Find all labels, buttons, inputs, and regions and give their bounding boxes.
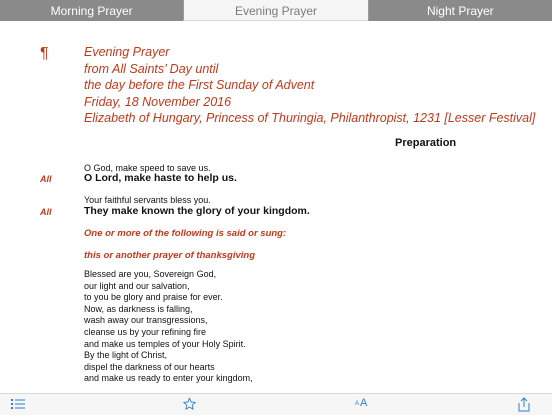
bottom-toolbar (0, 393, 552, 415)
prayer-line: dispel the darkness of our hearts (84, 361, 215, 372)
header-line: Friday, 18 November 2016 (84, 94, 232, 109)
tab-night-prayer[interactable]: Night Prayer (368, 0, 552, 21)
response: O Lord, make haste to help us. (84, 172, 237, 184)
rubric: One or more of the following is said or sung: (84, 228, 287, 239)
list-icon[interactable] (11, 397, 25, 411)
font-size-icon[interactable]: A A (355, 397, 368, 409)
service-text[interactable] (0, 21, 552, 393)
prayer-line: and make us temples of your Holy Spirit. (84, 338, 246, 349)
tab-morning-prayer[interactable]: Morning Prayer (0, 0, 183, 21)
prayer-line: Now, as darkness is falling, (84, 303, 193, 314)
header-line: Elizabeth of Hungary, Princess of Thuringia, Philanthropist, 1231 [Lesser Festival] (84, 111, 536, 125)
versicle: Your faithful servants bless you. (84, 195, 211, 205)
pilcrow-marker: ¶ (40, 45, 49, 62)
font-size-label: A (360, 397, 368, 409)
prayer-line: our light and our salvation, (84, 280, 190, 291)
header-line: from All Saints’ Day until (84, 61, 219, 76)
service-header (84, 44, 535, 127)
header-line: the day before the First Sunday of Advent (84, 78, 315, 92)
section-title: Preparation (395, 137, 457, 149)
prayer-line: to you be glory and praise for ever. (84, 292, 223, 303)
all-label: All (40, 207, 52, 217)
share-icon[interactable] (517, 397, 531, 411)
rubric: this or another prayer of thanksgiving (84, 250, 256, 261)
header-line: Evening Prayer (84, 45, 170, 59)
prayer-line: wash away our transgressions, (84, 315, 208, 326)
response: They make known the glory of your kingdom. (84, 205, 310, 217)
prayer-line: and make us ready to enter your kingdom, (84, 373, 253, 384)
all-label: All (40, 174, 52, 184)
versicle: O God, make speed to save us. (84, 163, 211, 173)
prayer-line: Blessed are you, Sovereign God, (84, 269, 217, 279)
prayer-line: By the light of Christ, (84, 350, 168, 361)
prayer-text (84, 269, 253, 385)
prayer-line: cleanse us by your refining fire (84, 326, 207, 337)
star-icon[interactable] (182, 397, 197, 411)
tab-evening-prayer[interactable]: Evening Prayer (183, 0, 367, 21)
service-tab-bar (0, 0, 552, 21)
